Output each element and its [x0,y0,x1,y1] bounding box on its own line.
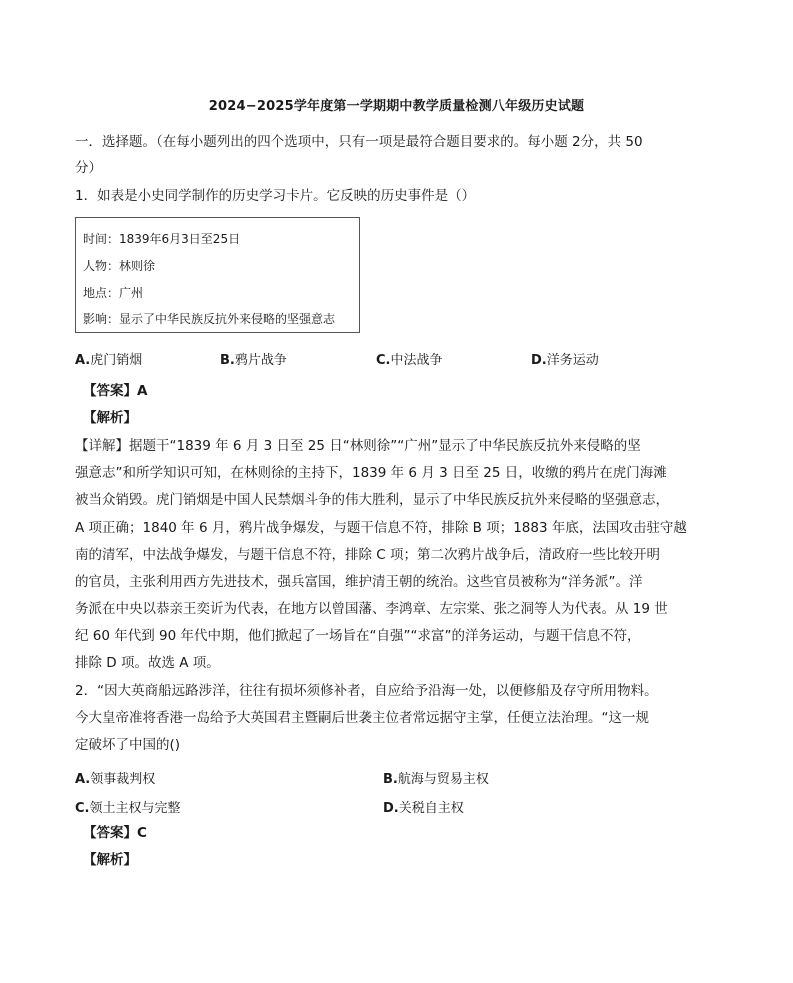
q1-detail-line: 务派在中央以恭亲王奕䜣为代表，在地方以曾国藩、李鸿章、左宗棠、张之洞等人为代表。从 19 世 [75,601,668,617]
q2-stem-line: 定破坏了中国的() [75,737,181,753]
option-text: 航海与贸易主权 [397,772,489,787]
q2-option-d [383,797,464,816]
q1-detail-line: 的官员，主张利用西方先进技术，强兵富国，维护清王朝的统治。这些官员被称为“洋务派”。洋 [75,574,643,590]
q1-detail-line: 【详解】据题干“1839 年 6 月 3 日至 25 日“林则徐”“广州”显示了中华民族反抗外来侵略的坚 [75,438,641,454]
option-letter: A. [75,772,91,787]
option-letter: B. [220,353,235,368]
option-letter: C. [376,353,391,368]
q1-answer: 【答案】A [83,383,148,399]
option-text: 中法战争 [390,353,443,368]
q2-option-a [75,768,155,787]
option-letter: D. [383,801,399,816]
q1-option-d [531,349,599,368]
q1-analysis-label: 【解析】 [83,410,137,426]
option-text: 虎门销烟 [90,353,143,368]
option-letter: A. [75,353,91,368]
q1-detail-line: 纪 60 年代到 90 年代中期，他们掀起了一场旨在“自强”“求富”的洋务运动，与题干信息不符， [75,628,641,644]
card-time: 时间：1839年6月3日至25日 [83,232,241,246]
q1-stem: 1．如表是小史同学制作的历史学习卡片。它反映的历史事件是（） [75,188,476,204]
q1-detail-line: 强意志”和所学知识可知，在林则徐的主持下，1839 年 6 月 3 日至 25 日，收缴的鸦片在虎门海滩 [75,465,667,481]
q1-option-a [75,349,142,368]
section-heading-line2: 分） [75,160,102,176]
history-study-card [75,217,360,333]
card-place: 地点：广州 [83,286,144,300]
option-text: 鸦片战争 [234,353,287,368]
q2-option-c [75,797,181,816]
q1-option-b [220,349,287,368]
q2-analysis-label: 【解析】 [83,852,137,868]
q2-stem-line: 2．“因大英商船远路涉洋，往往有损坏须修补者，自应给予沿海一处，以便修船及存守所用物料。 [75,683,658,699]
option-letter: B. [383,772,398,787]
doc-title: 2024−2025学年度第一学期期中教学质量检测八年级历史试题 [208,99,585,114]
option-text: 领土主权与完整 [89,801,181,816]
q1-detail-line: 南的清军，中法战争爆发，与题干信息不符，排除 C 项；第二次鸦片战争后，清政府一些比较开明 [75,547,661,563]
q1-option-c [376,349,443,368]
option-text: 洋务运动 [546,353,599,368]
q2-option-b [383,768,489,787]
q1-detail-line: 排除 D 项。故选 A 项。 [75,655,220,671]
q1-detail-line: A 项正确；1840 年 6 月，鸦片战争爆发，与题干信息不符，排除 B 项；1883 年底，法国攻击驻守越 [75,520,687,536]
card-person: 人物：林则徐 [83,259,156,273]
q1-detail-line: 被当众销毁。虎门销烟是中国人民禁烟斗争的伟大胜利，显示了中华民族反抗外来侵略的坚强意志， [75,492,669,508]
q2-stem-line: 今大皇帝准将香港一岛给予大英国君主暨嗣后世袭主位者常远据守主掌，任便立法治理。“这一规 [75,710,649,726]
option-letter: C. [75,801,90,816]
option-letter: D. [531,353,547,368]
q2-answer: 【答案】C [83,825,147,841]
option-text: 关税自主权 [398,801,464,816]
option-text: 领事裁判权 [90,772,156,787]
card-impact: 影响：显示了中华民族反抗外来侵略的坚强意志 [83,312,336,326]
section-heading-line1: 一．选择题。（在每小题列出的四个选项中，只有一项是最符合题目要求的。每小题 2分，共 50 [75,134,643,150]
